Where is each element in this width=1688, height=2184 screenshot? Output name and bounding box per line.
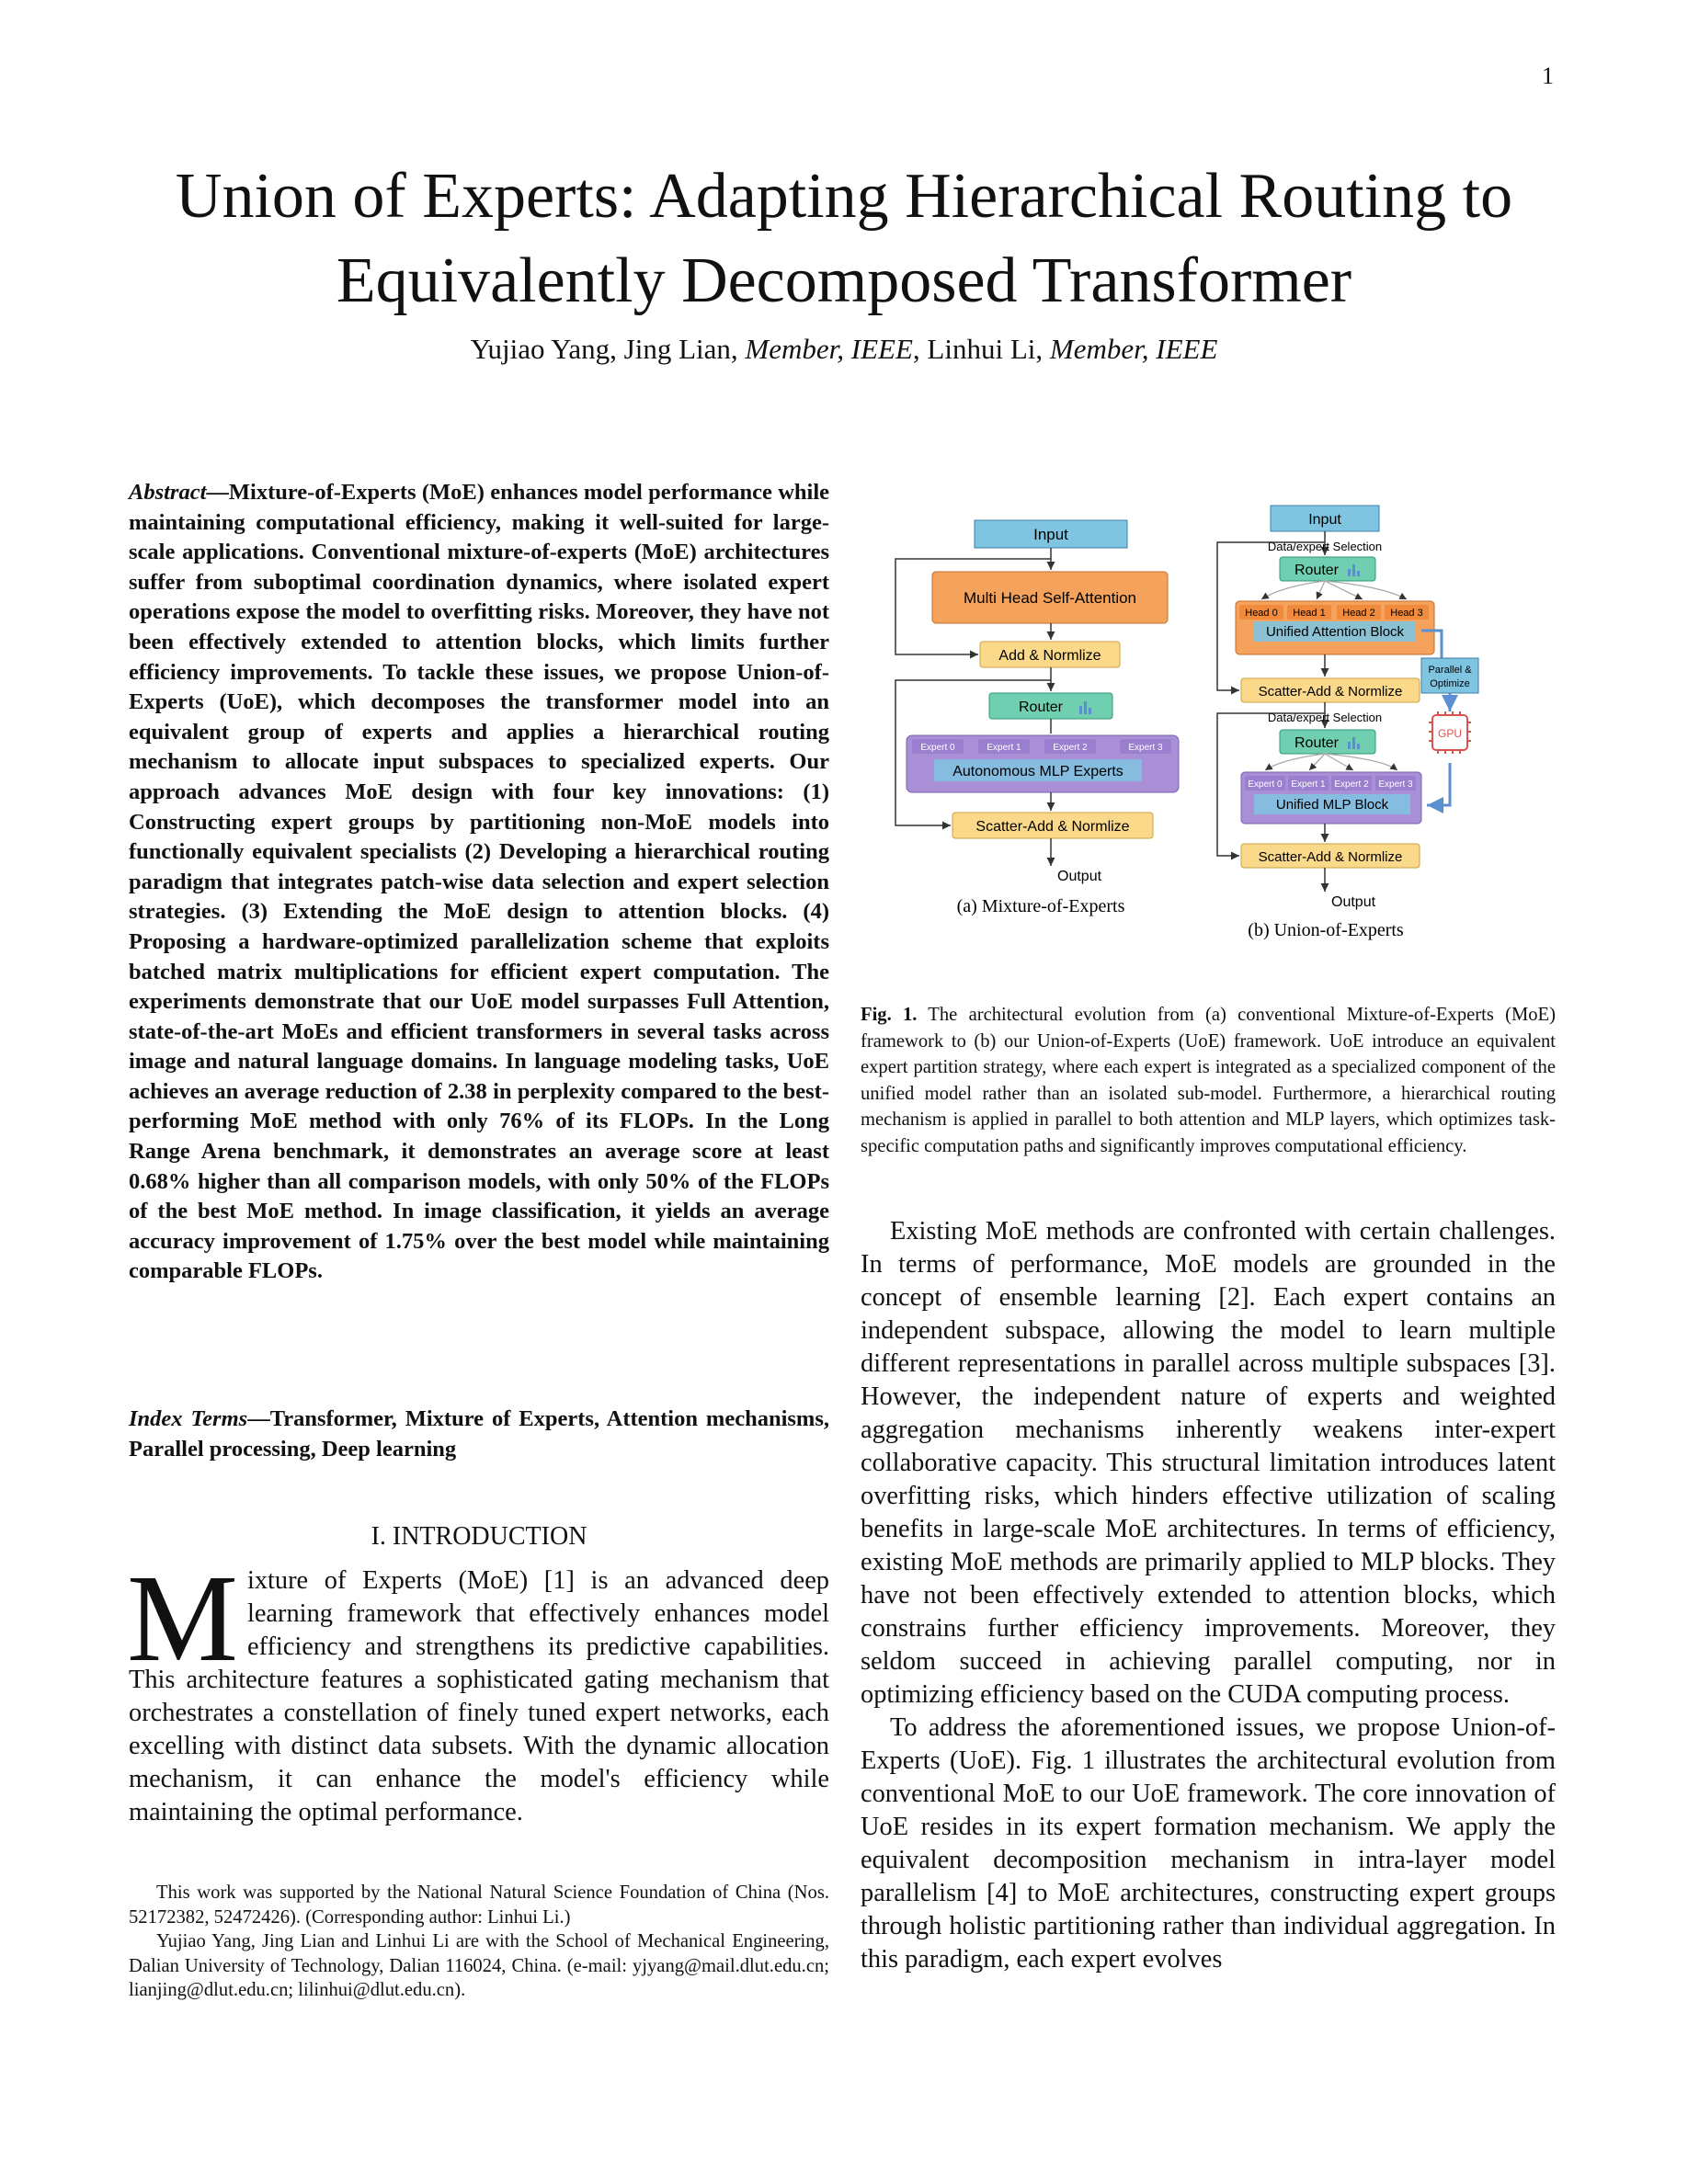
head-0-label: Head 0: [1245, 608, 1278, 619]
expert-0-label: Expert 0: [920, 743, 955, 753]
scatter-add-label: Scatter-Add & Normlize: [975, 819, 1130, 835]
index-terms-label: Index Terms: [129, 1406, 248, 1431]
caption-b: (b) Union-of-Experts: [1248, 920, 1404, 940]
membership-1: Member, IEEE: [745, 333, 913, 365]
intro-paragraph: [127, 1550, 829, 1829]
parallel-label-2: Optimize: [1430, 678, 1470, 689]
author-names-1: Yujiao Yang, Jing Lian,: [470, 333, 746, 365]
expert-3-label: Expert 3: [1128, 743, 1163, 753]
expert-2-b-label: Expert 2: [1334, 779, 1369, 790]
gpu-label: GPU: [1437, 727, 1463, 740]
parallel-label-1: Parallel &: [1428, 665, 1472, 676]
index-terms: [129, 1405, 829, 1464]
mhsa-label: Multi Head Self-Attention: [963, 589, 1137, 607]
membership-2: Member, IEEE: [1049, 333, 1218, 365]
router-label-b2: Router: [1294, 735, 1340, 751]
footnote: [129, 1881, 829, 2003]
expert-3-b-label: Expert 3: [1378, 779, 1413, 790]
intro-text: ixture of Experts (MoE) [1] is an advanced deep learning framework that effectively enhances model efficiency and strengthens its predictive capabilities. This architecture features a sophisticated gating mechanism that orchestrates a constellation of finely tuned expert networks, each excelling with distinct data subsets. With the dynamic allocation mechanism, it can enhance the model's efficiency while maintaining the optimal performance.: [129, 1566, 829, 1826]
footnote-funding: This work was supported by the National Natural Science Foundation of China (Nos. 52172382, 52472426). (Corresponding author: Linhui Li.): [129, 1883, 829, 1928]
expert-0-b-label: Expert 0: [1248, 779, 1283, 790]
footnote-affiliation: Yujiao Yang, Jing Lian and Linhui Li are with the School of Mechanical Engineering, Dalian University of Technology, Dalian 116024, China. (e-mail: yjyang@mail.dlut.edu.cn; lianjing@dlut.edu.cn; lilinhui@dlut.edu.cn).: [129, 1931, 829, 2000]
input-label: Input: [1033, 526, 1068, 543]
selection-label-1: Data/expert Selection: [1267, 540, 1383, 553]
scatter-add-label-b2: Scatter-Add & Normlize: [1258, 849, 1403, 865]
head-2-label: Head 2: [1342, 608, 1375, 619]
caption-a: (a) Mixture-of-Experts: [956, 896, 1125, 916]
right-column-body: [861, 1215, 1556, 1976]
abstract-text: —Mixture-of-Experts (MoE) enhances model performance while maintaining computational efficiency, making it well-suited for large-scale applications. Conventional mixture-of-experts (MoE) architectures suffer from suboptimal coordination dynamics, where isolated expert operations expose the model to overfitting risks. Moreover, they have not been effectively extended to attention blocks, which limits further efficiency improvements. To tackle these issues, we propose Union-of-Experts (UoE), which decomposes the transformer model into an equivalent group of experts and applies a hierarchical routing mechanism to allocate input subspaces to specialized experts. Our approach advances MoE design with four key innovations: (1) Constructing expert groups by partitioning non-MoE models into functionally equivalent specialists (2) Developing a hierarchical routing paradigm that integrates patch-wise data selection and expert selection strategies. (3) Extending the MoE design to attention blocks. (4) Proposing a hardware-optimized parallelization scheme that exploits batched matrix multiplications for efficient expert computation. The experiments demonstrate that our UoE model surpasses Full Attention, state-of-the-art MoEs and efficient transformers in several tasks across image and natural language domains. In language modeling tasks, UoE achieves an average reduction of 2.38 in perplexity compared to the best-performing MoE method with only 76% of its FLOPs. In the Long Range Arena benchmark, it demonstrates an average score at least 0.68% higher than all comparison models, with only 50% of the FLOPs of the best MoE method. In image classification, it yields an average accuracy improvement of 1.75% over the best model while maintaining comparable FLOPs.: [129, 480, 829, 1284]
diagram-uoe: [1217, 506, 1478, 940]
router-label: Router: [1018, 700, 1064, 715]
abstract: [129, 478, 829, 1287]
caption-label: Fig. 1.: [861, 1005, 918, 1025]
head-1-label: Head 1: [1293, 608, 1326, 619]
figure-caption: [861, 1002, 1556, 1160]
umlp-label: Unified MLP Block: [1275, 797, 1389, 813]
gpu-icon: [1429, 711, 1471, 754]
router-label-b1: Router: [1294, 563, 1340, 578]
paragraph-proposal: To address the aforementioned issues, we propose Union-of-Experts (UoE). Fig. 1 illustrates the architectural evolution from conventional MoE to our UoE framework. The core innovation of UoE resides in its expert formation mechanism. We apply the equivalent decomposition mechanism in intra-layer model parallelism [4] to MoE architectures, constructing expert groups through holistic partitioning rather than individual aggregation. In this paradigm, each expert evolves: [861, 1713, 1556, 1974]
output-label: Output: [1057, 869, 1102, 884]
expert-1-b-label: Expert 1: [1291, 779, 1326, 790]
section-heading: I. INTRODUCTION: [371, 1522, 587, 1551]
selection-label-2: Data/expert Selection: [1267, 711, 1383, 724]
uab-label: Unified Attention Block: [1265, 624, 1405, 640]
drop-cap: M: [127, 1550, 238, 1688]
expert-2-label: Expert 2: [1053, 743, 1088, 753]
caption-text: The architectural evolution from (a) conventional Mixture-of-Experts (MoE) framework to (b) our Union-of-Experts (UoE) framework. UoE introduce an equivalent expert partition strategy, where each expert is integrated as a specialized component of the unified model rather than an isolated sub-model. Furthermore, a hierarchical routing mechanism is applied in parallel to both attention and MLP layers, which optimizes task-specific computation paths and significantly improves computational efficiency.: [861, 1005, 1556, 1156]
page-number: 1: [1542, 63, 1554, 89]
mlp-experts-label: Autonomous MLP Experts: [952, 764, 1123, 779]
expert-1-label: Expert 1: [987, 743, 1021, 753]
output-label-b: Output: [1331, 894, 1376, 910]
input-label-b: Input: [1308, 512, 1341, 528]
diagram-moe: [895, 520, 1179, 916]
index-terms-text: —Transformer, Mixture of Experts, Attention mechanisms, Parallel processing, Deep learning: [129, 1406, 829, 1462]
figure-1: [886, 502, 1563, 980]
paragraph-existing-moe: Existing MoE methods are confronted with certain challenges. In terms of performance, MoE models are grounded in the concept of ensemble learning [2]. Each expert contains an independent subspace, allowing the model to learn multiple different representations in parallel across multiple subspaces [3]. However, the independent nature of experts and weighted aggregation mechanisms inherently weakens inter-expert collaborative capacity. This structural limitation introduces latent overfitting risks, which hinders effective utilization of scaling benefits in large-scale MoE architectures. In terms of efficiency, existing MoE methods are primarily applied to MLP blocks. They have not been effectively extended to attention blocks, which constrains further efficiency improvements. Moreover, they seldom succeed in achieving parallel computing, nor in optimizing efficiency based on the CUDA computing process.: [861, 1217, 1556, 1709]
paper-title: Union of Experts: Adapting Hierarchical Routing to Equivalently Decomposed Transformer: [175, 161, 1513, 316]
author-line: [110, 333, 1578, 366]
author-names-2: , Linhui Li,: [912, 333, 1050, 365]
head-3-label: Head 3: [1390, 608, 1423, 619]
scatter-add-label-b1: Scatter-Add & Normlize: [1258, 684, 1403, 700]
abstract-label: Abstract: [129, 480, 207, 505]
add-norm-label: Add & Normlize: [998, 648, 1101, 664]
